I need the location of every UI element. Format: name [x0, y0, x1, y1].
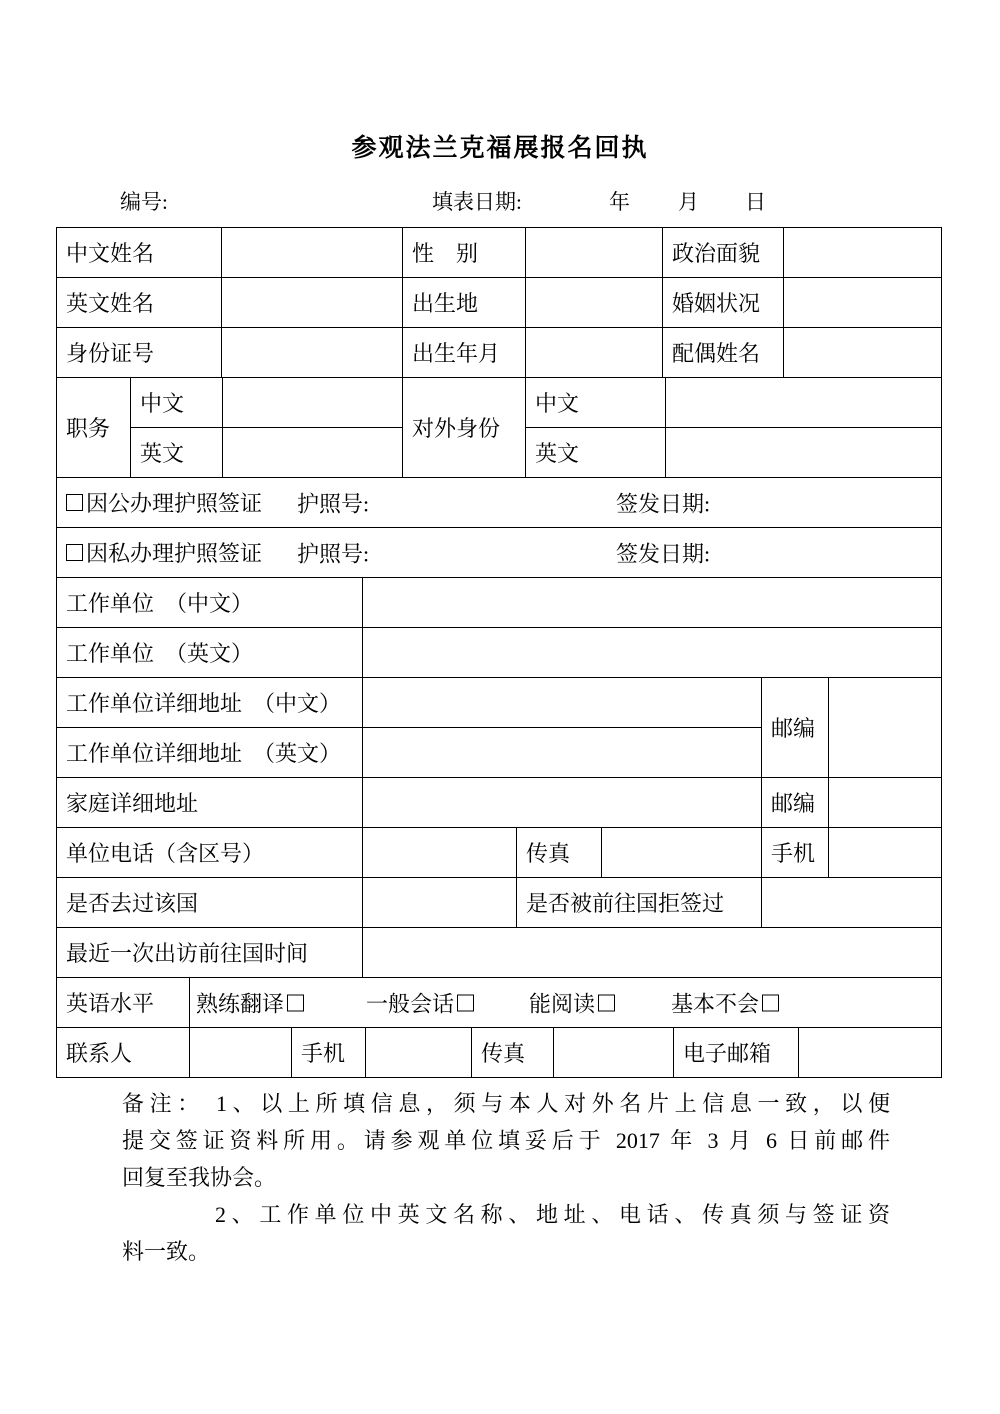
table-row	[57, 928, 941, 978]
passport-no-label: 护照号:	[297, 491, 370, 516]
home-postcode-label: 邮编	[761, 778, 828, 827]
table-row	[57, 228, 941, 278]
visa-refused-input[interactable]	[761, 878, 941, 927]
table-row	[57, 578, 941, 628]
day-label: 日	[745, 190, 766, 214]
passport-private-cell	[57, 528, 941, 577]
chinese-name-input[interactable]	[221, 228, 402, 277]
home-address-label: 家庭详细地址	[66, 791, 199, 816]
table-row-passport-public	[57, 478, 941, 528]
passport-public-cell	[57, 478, 941, 527]
birthdate-label: 出生年月	[402, 328, 525, 377]
chinese-name-label: 中文姓名	[66, 241, 155, 266]
table-row	[57, 828, 941, 878]
english-name-label: 英文姓名	[66, 291, 155, 316]
table-row	[57, 778, 941, 828]
position-stack	[130, 378, 402, 477]
spouse-name-input[interactable]	[783, 328, 941, 377]
english-level-options	[189, 978, 941, 1027]
position-label: 职务	[66, 416, 111, 441]
option-label: 熟练翻译	[196, 991, 285, 1016]
last-visit-input[interactable]	[362, 928, 941, 977]
translate-checkbox[interactable]	[287, 994, 304, 1011]
id-number-label: 身份证号	[66, 341, 155, 366]
visa-refused-label: 是否被前往国拒签过	[516, 878, 761, 927]
contact-email-label: 电子邮箱	[673, 1028, 798, 1077]
position-en-input[interactable]	[222, 428, 402, 477]
remark-line: 备注： 1、以上所填信息，须与本人对外名片上信息一致，以便	[122, 1091, 890, 1116]
position-cn-label: 中文	[140, 391, 185, 416]
birthplace-input[interactable]	[525, 278, 662, 327]
private-passport-checkbox[interactable]	[66, 544, 83, 561]
employer-address-cn-input[interactable]	[362, 678, 761, 727]
fax-label: 传真	[516, 828, 601, 877]
english-name-input[interactable]	[221, 278, 402, 327]
table-row-passport-private	[57, 528, 941, 578]
option-label: 一般会话	[366, 991, 455, 1016]
public-passport-label: 因公办理护照签证	[86, 491, 263, 516]
spouse-name-label: 配偶姓名	[662, 328, 783, 377]
mobile-input[interactable]	[828, 828, 941, 877]
header-meta	[0, 186, 1000, 214]
month-label: 月	[678, 190, 699, 214]
table-row	[57, 278, 941, 328]
employer-address-stack	[57, 678, 761, 777]
english-option-read	[529, 987, 615, 1018]
private-issue-date-input[interactable]	[722, 540, 922, 566]
position-cn-input[interactable]	[222, 378, 402, 427]
contact-fax-label: 传真	[471, 1028, 553, 1077]
issue-date-label: 签发日期:	[616, 491, 711, 516]
date-day-input[interactable]	[704, 186, 740, 212]
external-cn-input[interactable]	[665, 378, 941, 427]
conversation-checkbox[interactable]	[457, 994, 474, 1011]
contact-mobile-label: 手机	[291, 1028, 365, 1077]
date-year-input[interactable]	[540, 186, 600, 212]
office-phone-label: 单位电话（含区号）	[66, 841, 265, 866]
table-row	[57, 628, 941, 678]
year-label: 年	[609, 190, 630, 214]
gender-label: 性 别	[402, 228, 525, 277]
registration-form-table	[56, 227, 942, 1078]
table-row-english-level	[57, 978, 941, 1028]
marital-status-input[interactable]	[783, 278, 941, 327]
passport-no-label: 护照号:	[297, 541, 370, 566]
number-label: 编号:	[120, 190, 168, 214]
date-month-input[interactable]	[635, 186, 673, 212]
id-number-input[interactable]	[221, 328, 402, 377]
remark-line: 料一致。	[122, 1239, 211, 1264]
contact-mobile-input[interactable]	[365, 1028, 471, 1077]
gender-input[interactable]	[525, 228, 662, 277]
option-label: 基本不会	[671, 991, 760, 1016]
birthdate-input[interactable]	[525, 328, 662, 377]
english-level-label: 英语水平	[66, 991, 155, 1016]
birthplace-label: 出生地	[402, 278, 525, 327]
office-phone-input[interactable]	[362, 828, 516, 877]
public-passport-no-input[interactable]	[387, 490, 607, 516]
table-row	[57, 878, 941, 928]
employer-en-label: 工作单位 （英文）	[66, 641, 254, 666]
fax-input[interactable]	[601, 828, 761, 877]
contact-label: 联系人	[66, 1041, 133, 1066]
mobile-label: 手机	[761, 828, 828, 877]
number-input[interactable]	[182, 186, 412, 212]
contact-fax-input[interactable]	[553, 1028, 673, 1077]
marital-status-label: 婚姻状况	[662, 278, 783, 327]
employer-address-en-input[interactable]	[362, 728, 761, 777]
remarks-block	[122, 1085, 890, 1270]
employer-cn-label: 工作单位 （中文）	[66, 591, 254, 616]
issue-date-label: 签发日期:	[616, 541, 711, 566]
table-row-employer-address	[57, 678, 941, 778]
position-en-label: 英文	[140, 441, 185, 466]
english-option-translate	[196, 987, 304, 1018]
public-issue-date-input[interactable]	[722, 490, 922, 516]
contact-name-input[interactable]	[189, 1028, 291, 1077]
remark-line: 2、工作单位中英文名称、地址、电话、传真须与签证资	[215, 1202, 890, 1227]
employer-address-en-label: 工作单位详细地址 （英文）	[66, 741, 342, 766]
date-label: 填表日期:	[432, 190, 522, 214]
home-postcode-input[interactable]	[828, 778, 941, 827]
private-passport-no-input[interactable]	[387, 540, 607, 566]
external-identity-stack	[525, 378, 941, 477]
employer-address-cn-label: 工作单位详细地址 （中文）	[66, 691, 342, 716]
table-row-contact	[57, 1028, 941, 1077]
political-status-input[interactable]	[783, 228, 941, 277]
public-passport-checkbox[interactable]	[66, 494, 83, 511]
remark-line: 回复至我协会。	[122, 1165, 277, 1190]
none-checkbox[interactable]	[762, 994, 779, 1011]
employer-en-input[interactable]	[362, 628, 941, 677]
read-checkbox[interactable]	[598, 994, 615, 1011]
option-label: 能阅读	[529, 991, 596, 1016]
private-passport-label: 因私办理护照签证	[86, 541, 263, 566]
home-address-input[interactable]	[362, 778, 761, 827]
external-cn-label: 中文	[535, 391, 580, 416]
external-identity-label: 对外身份	[402, 378, 525, 477]
employer-postcode-input[interactable]	[828, 678, 941, 777]
employer-cn-input[interactable]	[362, 578, 941, 627]
contact-email-input[interactable]	[798, 1028, 941, 1077]
english-option-conversation	[366, 987, 474, 1018]
external-en-input[interactable]	[665, 428, 941, 477]
employer-postcode-label: 邮编	[761, 678, 828, 777]
political-status-label: 政治面貌	[662, 228, 783, 277]
visited-country-input[interactable]	[362, 878, 516, 927]
remark-line: 提交签证资料所用。请参观单位填妥后于 2017 年 3 月 6 日前邮件	[122, 1128, 890, 1153]
visited-country-label: 是否去过该国	[66, 891, 199, 916]
table-row-position	[57, 378, 941, 478]
page-title: 参观法兰克福展报名回执	[351, 135, 649, 162]
external-en-label: 英文	[535, 441, 580, 466]
last-visit-label: 最近一次出访前往国时间	[66, 941, 309, 966]
english-option-none	[671, 987, 779, 1018]
table-row	[57, 328, 941, 378]
